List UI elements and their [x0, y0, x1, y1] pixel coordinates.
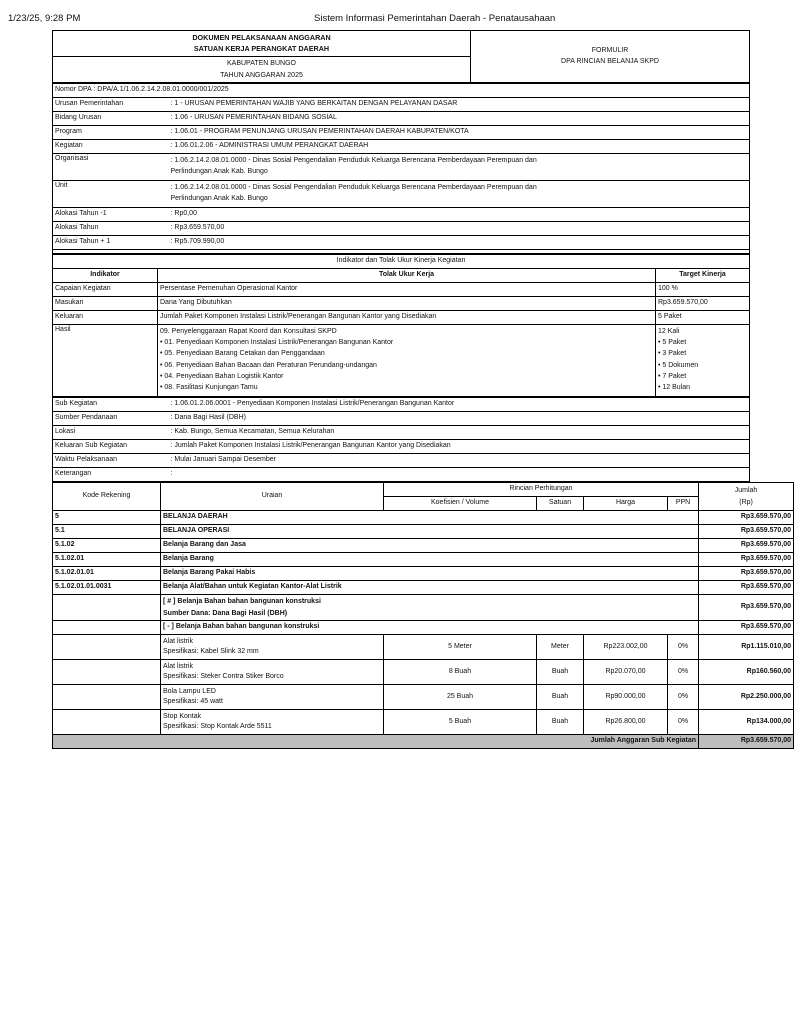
item-uraian [161, 635, 384, 660]
group-title: [ # ] Belanja Bahan bahan bangunan konstruksi [163, 598, 321, 606]
kode-col-header: Kode Rekening [53, 483, 161, 511]
item-satuan: Buah [537, 685, 584, 710]
hasil-label: Hasil [53, 325, 158, 397]
indikator-cell: Capaian Kegiatan [53, 283, 158, 297]
account-jumlah: Rp3.659.570,00 [699, 553, 794, 567]
waktu-value: : Mulai Januari Sampai Desember [169, 454, 750, 468]
document-header [52, 30, 750, 83]
account-jumlah: Rp3.659.570,00 [699, 567, 794, 581]
target-cell: Rp3.659.570,00 [656, 297, 750, 311]
hasil-target-list [656, 325, 750, 397]
kegiatan-value: : 1.06.01.2.06 - ADMINISTRASI UMUM PERANGKAT DAERAH [169, 140, 750, 154]
ppn-col-header: PPN [668, 497, 699, 511]
jumlah-header-unit: (Rp) [739, 498, 753, 506]
account-jumlah: Rp3.659.570,00 [699, 525, 794, 539]
item-name: Bola Lampu LED [163, 687, 216, 695]
subgroup-uraian: [ - ] Belanja Bahan bahan bangunan konstruksi [161, 621, 699, 635]
item-koef: 8 Buah [384, 660, 537, 685]
site-title: Sistem Informasi Pemerintahan Daerah - Penatausahaan [314, 13, 556, 24]
hasil-target-item: • 3 Paket [658, 350, 687, 358]
account-uraian: Belanja Alat/Bahan untuk Kegiatan Kantor-Alat Listrik [161, 581, 699, 595]
item-harga: Rp26.800,00 [584, 710, 668, 735]
hasil-tolak-item: • 06. Penyediaan Bahan Bacaan dan Peraturan Perundang-undangan [160, 361, 377, 369]
hasil-target-item: • 7 Paket [658, 372, 687, 380]
item-harga: Rp90.000,00 [584, 685, 668, 710]
target-cell: 100 % [656, 283, 750, 297]
item-spec: Spesifikasi: 45 watt [163, 698, 223, 705]
subgroup-kode [53, 621, 161, 635]
tolak-col-header: Tolak Ukur Kerja [158, 269, 656, 283]
item-satuan: Buah [537, 660, 584, 685]
target-col-header: Target Kinerja [656, 269, 750, 283]
form-line-2: DPA RINCIAN BELANJA SKPD [561, 57, 659, 65]
target-cell: 5 Paket [656, 311, 750, 325]
group-uraian [161, 595, 699, 621]
bidang-value: : 1.06 - URUSAN PEMERINTAHAN BIDANG SOSIAL [169, 112, 750, 126]
account-kode: 5.1.02 [53, 539, 161, 553]
account-kode: 5.1.02.01 [53, 553, 161, 567]
alokasi-plus-label: Alokasi Tahun + 1 [53, 236, 169, 250]
lokasi-label: Lokasi [53, 426, 169, 440]
hasil-target-item: 12 Kali [658, 328, 680, 335]
dpa-document [52, 30, 792, 749]
bidang-label: Bidang Urusan [53, 112, 169, 126]
indikator-table [52, 254, 750, 397]
koef-col-header: Koefisien / Volume [384, 497, 537, 511]
account-uraian: Belanja Barang [161, 553, 699, 567]
harga-col-header: Harga [584, 497, 668, 511]
jumlah-col-header [699, 483, 794, 511]
item-kode [53, 660, 161, 685]
item-ppn: 0% [668, 635, 699, 660]
account-uraian: BELANJA OPERASI [161, 525, 699, 539]
print-header [0, 13, 768, 27]
title-line-2: SATUAN KERJA PERANGKAT DAERAH [193, 43, 330, 53]
unit-line-1: : 1.06.2.14.2.08.01.0000 - Dinas Sosial Pengendalian Penduduk Keluarga Berencana Pemberdayaan Perempuan dan [170, 184, 537, 191]
sub-kegiatan-info [52, 397, 750, 482]
nomor-dpa: Nomor DPA : DPA/A.1/1.06.2.14.2.08.01.0000/001/2025 [53, 84, 750, 98]
keluaran-sub-value: : Jumlah Paket Komponen Instalasi Listrik/Penerangan Bangunan Kantor yang Disediakan [169, 440, 750, 454]
group-sumber-dana: Sumber Dana: Dana Bagi Hasil (DBH) [163, 609, 288, 617]
group-jumlah: Rp3.659.570,00 [699, 595, 794, 621]
account-uraian: Belanja Barang Pakai Habis [161, 567, 699, 581]
unit-label: Unit [53, 181, 169, 208]
hasil-tolak-item: • 04. Penyediaan Bahan Logistik Kantor [160, 372, 284, 380]
account-kode: 5.1.02.01.01.0031 [53, 581, 161, 595]
section-gap [53, 250, 750, 254]
title-line-1: DOKUMEN PELAKSANAAN ANGGARAN [192, 32, 331, 42]
sumber-pendanaan-label: Sumber Pendanaan [53, 412, 169, 426]
item-spec: Spesifikasi: Steker Contra Stiker Borco [163, 673, 284, 680]
rincian-col-header: Rincian Perhitungan [384, 483, 699, 497]
indikator-cell: Masukan [53, 297, 158, 311]
tolak-cell: Persentase Pemenuhan Operasional Kantor [158, 283, 656, 297]
sub-kegiatan-value: : 1.06.01.2.06.0001 - Penyediaan Komponen Instalasi Listrik/Penerangan Bangunan Kantor [169, 398, 750, 412]
form-label [471, 31, 750, 83]
alokasi-plus-value: : Rp5.709.990,00 [169, 236, 750, 250]
item-jumlah: Rp2.250.000,00 [699, 685, 794, 710]
item-ppn: 0% [668, 660, 699, 685]
hasil-tolak-item: 09. Penyelenggaraan Rapat Koord dan Konsultasi SKPD [160, 328, 337, 335]
item-harga: Rp223.002,00 [584, 635, 668, 660]
indikator-col-header: Indikator [53, 269, 158, 283]
item-ppn: 0% [668, 685, 699, 710]
item-satuan: Meter [537, 635, 584, 660]
item-kode [53, 710, 161, 735]
hasil-target-item: • 5 Paket [658, 339, 687, 347]
account-jumlah: Rp3.659.570,00 [699, 511, 794, 525]
program-info [52, 83, 750, 254]
account-kode: 5.1 [53, 525, 161, 539]
print-datetime: 1/23/25, 9:28 PM [8, 13, 81, 24]
unit-value [169, 181, 750, 208]
sumber-pendanaan-value: : Dana Bagi Hasil (DBH) [169, 412, 750, 426]
item-name: Stop Kontak [163, 712, 202, 720]
urusan-label: Urusan Pemerintahan [53, 98, 169, 112]
urusan-value: : 1 - URUSAN PEMERINTAHAN WAJIB YANG BERKAITAN DENGAN PELAYANAN DASAR [169, 98, 750, 112]
subgroup-jumlah: Rp3.659.570,00 [699, 621, 794, 635]
account-kode: 5 [53, 511, 161, 525]
hasil-tolak-item: • 05. Penyediaan Barang Cetakan dan Penggandaan [160, 350, 325, 358]
item-uraian [161, 685, 384, 710]
uraian-col-header: Uraian [161, 483, 384, 511]
tolak-cell: Jumlah Paket Komponen Instalasi Listrik/Penerangan Bangunan Kantor yang Disediakan [158, 311, 656, 325]
alokasi-minus-label: Alokasi Tahun -1 [53, 208, 169, 222]
item-kode [53, 685, 161, 710]
item-spec: Spesifikasi: Stop Kontak Arde 5511 [163, 723, 272, 730]
total-value: Rp3.659.570,00 [699, 735, 794, 749]
hasil-target-item: • 12 Bulan [658, 383, 691, 391]
region-name: KABUPATEN BUNGO [227, 60, 296, 68]
item-koef: 25 Buah [384, 685, 537, 710]
keterangan-value: : [169, 468, 750, 482]
keluaran-sub-label: Keluaran Sub Kegiatan [53, 440, 169, 454]
hasil-tolak-list [158, 325, 656, 397]
item-ppn: 0% [668, 710, 699, 735]
account-kode: 5.1.02.01.01 [53, 567, 161, 581]
waktu-label: Waktu Pelaksanaan [53, 454, 169, 468]
item-uraian [161, 660, 384, 685]
item-jumlah: Rp1.115.010,00 [699, 635, 794, 660]
hasil-target-item: • 5 Dokumen [658, 361, 699, 369]
hasil-tolak-item: • 01. Penyediaan Komponen Instalasi Listrik/Penerangan Bangunan Kantor [160, 339, 394, 347]
indikator-section-title: Indikator dan Tolak Ukur Kinerja Kegiatan [53, 255, 750, 269]
sub-kegiatan-label: Sub Kegiatan [53, 398, 169, 412]
account-jumlah: Rp3.659.570,00 [699, 581, 794, 595]
alokasi-label: Alokasi Tahun [53, 222, 169, 236]
account-jumlah: Rp3.659.570,00 [699, 539, 794, 553]
jumlah-header-label: Jumlah [734, 487, 758, 495]
organisasi-line-2: Perlindungan Anak Kab. Bungo [170, 168, 268, 176]
rincian-table [52, 482, 794, 749]
item-uraian [161, 710, 384, 735]
item-kode [53, 635, 161, 660]
item-satuan: Buah [537, 710, 584, 735]
satuan-col-header: Satuan [537, 497, 584, 511]
item-koef: 5 Meter [384, 635, 537, 660]
item-harga: Rp20.070,00 [584, 660, 668, 685]
document-title [53, 31, 471, 57]
tolak-cell: Dana Yang Dibutuhkan [158, 297, 656, 311]
organisasi-value [169, 154, 750, 181]
alokasi-minus-value: : Rp0,00 [169, 208, 750, 222]
kegiatan-label: Kegiatan [53, 140, 169, 154]
account-uraian: Belanja Barang dan Jasa [161, 539, 699, 553]
hasil-tolak-item: • 08. Fasilitasi Kunjungan Tamu [160, 383, 258, 391]
program-label: Program [53, 126, 169, 140]
lokasi-value: : Kab. Bungo, Semua Kecamatan, Semua Kelurahan [169, 426, 750, 440]
program-value: : 1.06.01 - PROGRAM PENUNJANG URUSAN PEMERINTAHAN DAERAH KABUPATEN/KOTA [169, 126, 750, 140]
item-spec: Spesifikasi: Kabel Slink 32 mm [163, 648, 259, 655]
fiscal-year: TAHUN ANGGARAN 2025 [220, 71, 303, 79]
organisasi-label: Organisasi [53, 154, 169, 181]
item-name: Alat listrik [163, 637, 193, 645]
form-line-1: FORMULIR [591, 47, 629, 54]
item-jumlah: Rp134.000,00 [699, 710, 794, 735]
group-kode [53, 595, 161, 621]
item-name: Alat listrik [163, 662, 193, 670]
organisasi-line-1: : 1.06.2.14.2.08.01.0000 - Dinas Sosial Pengendalian Penduduk Keluarga Berencana Pemberdayaan Perempuan dan [170, 157, 537, 164]
region-year [53, 57, 471, 83]
total-label: Jumlah Anggaran Sub Kegiatan [53, 735, 699, 749]
alokasi-value: : Rp3.659.570,00 [169, 222, 750, 236]
keterangan-label: Keterangan [53, 468, 169, 482]
item-koef: 5 Buah [384, 710, 537, 735]
account-uraian: BELANJA DAERAH [161, 511, 699, 525]
indikator-cell: Keluaran [53, 311, 158, 325]
item-jumlah: Rp160.560,00 [699, 660, 794, 685]
unit-line-2: Perlindungan Anak Kab. Bungo [170, 195, 268, 203]
